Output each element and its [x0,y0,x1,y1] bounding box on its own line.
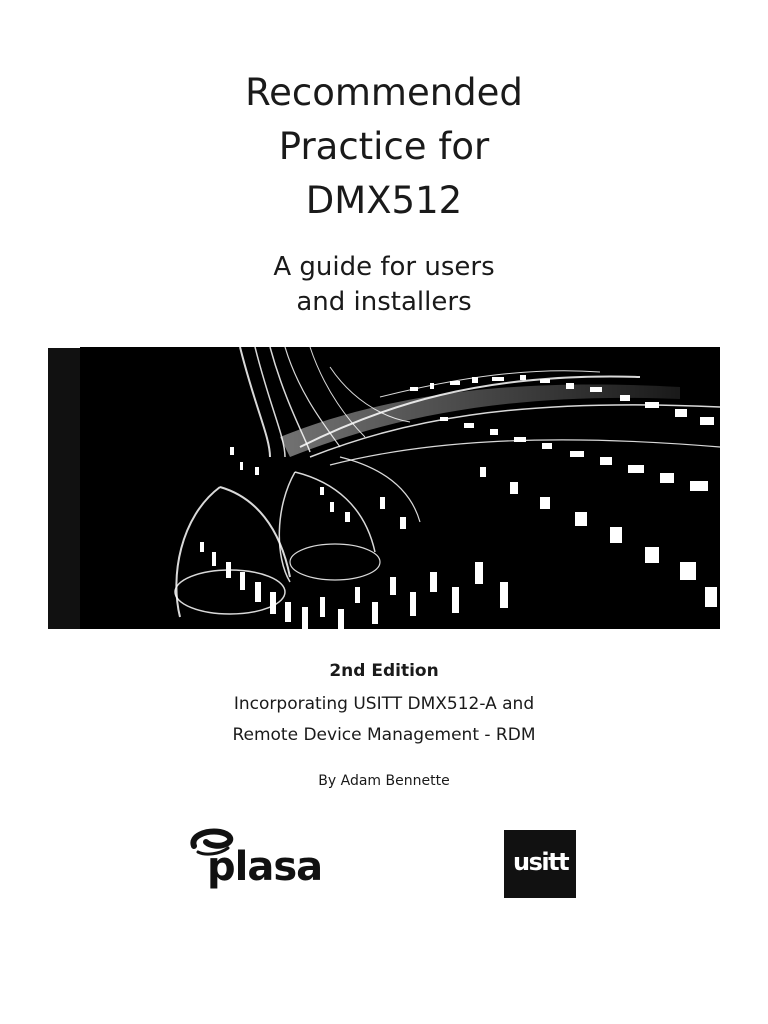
incorporating-line-2: Remote Device Management - RDM [232,725,536,745]
document-subtitle [0,250,768,320]
usitt-wordmark: usitt [513,848,569,876]
incorporating-note [0,689,768,751]
incorporating-line-1: Incorporating USITT DMX512-A and [233,694,535,714]
cover-spine-bar [48,348,80,629]
document-title [0,66,768,228]
edition-label: 2nd Edition [329,661,439,681]
plasa-logo [186,828,336,900]
usitt-logo [504,830,576,898]
data-stream-illustration [80,347,720,629]
plasa-wordmark: plasa [207,844,323,890]
cover-hero-image [80,347,720,629]
subtitle-line-2: and installers [296,287,472,317]
title-line-3: DMX512 [305,179,463,222]
title-line-1: Recommended [245,71,523,114]
title-line-2: Practice for [278,125,490,168]
author-credit: By Adam Bennette [318,773,450,789]
subtitle-line-1: A guide for users [273,252,495,282]
